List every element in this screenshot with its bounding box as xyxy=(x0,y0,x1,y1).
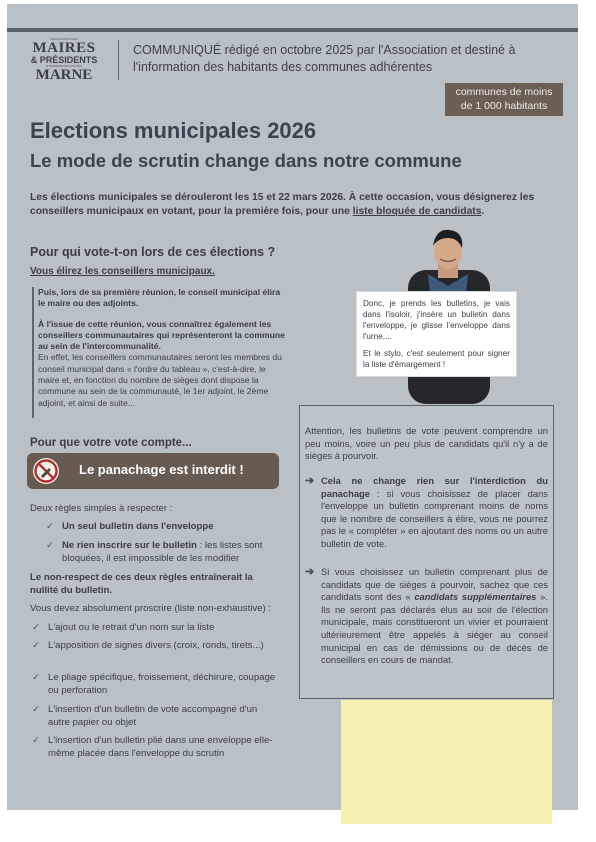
intro-paragraph xyxy=(30,191,550,219)
header-divider xyxy=(118,40,119,80)
proscribe-item xyxy=(32,704,280,730)
check-icon: ✓ xyxy=(32,622,41,633)
council-explanation xyxy=(32,287,286,418)
logo-marne: MARNE xyxy=(35,67,93,83)
panachage-banner xyxy=(27,453,279,489)
panachage-banner-text: Le panachage est interdit ! xyxy=(79,462,244,477)
rightbox-point-2-text-1: Si vous choisissez un bulletin comprenant plus de candidats que de sièges à pourvoir, sachez que ces candidats sont des « xyxy=(321,566,548,603)
rule-2-text: : les listes sont bloquées, il est impossible de les modifier xyxy=(62,540,263,564)
rule-1-text: Un seul bulletin dans l'enveloppe xyxy=(62,521,214,532)
proscribe-item xyxy=(32,735,280,761)
quote-paragraph-1: Puis, lors de sa première réunion, le conseil municipal élira le maire ou des adjoints. xyxy=(38,287,281,309)
bubble-paragraph-1: Donc, je prends les bulletins, je vais dans l'isoloir, j'insère un bulletin dans l'enveloppe, je glisse l'enveloppe dans l'urne,... xyxy=(363,299,510,341)
no-pen-icon xyxy=(33,458,59,484)
association-logo xyxy=(30,38,98,83)
proscribe-item xyxy=(32,622,280,635)
logo-presidents: & PRÉSIDENTS xyxy=(30,55,98,65)
logo-maires: MAIRES xyxy=(32,40,96,56)
bubble-paragraph-2: Et le stylo, c'est seulement pour signer la liste d'émargement ! xyxy=(363,349,510,369)
proscribe-item-text: Le pliage spécifique, froissement, déchirure, coupage ou perforation xyxy=(48,672,276,696)
arrow-icon: ➔ xyxy=(305,566,315,578)
rightbox-intro: Attention, les bulletins de vote peuvent comprendre un peu moins, voire un peu plus de candidats qu'il n'y a de sièges à pourvoir. xyxy=(305,425,548,462)
header-rule xyxy=(7,28,578,32)
voter-speech-bubble xyxy=(357,292,516,376)
intro-text: Les élections municipales se dérouleront les 15 et 22 mars 2026. À cette occasion, vous désignerez les conseillers municipaux en votant, pour la première fois, pour une xyxy=(30,192,535,217)
proscribe-item xyxy=(32,672,280,698)
badge-line-2: de 1 000 habitants xyxy=(460,100,548,112)
quote-paragraph-2-bold: À l'issue de cette réunion, vous connaîtrez également les conseillers communautaires qui représenteront la commune au sein de l'intercommunalité. xyxy=(38,318,285,352)
proscribe-intro: Vous devez absolument proscrire (liste non-exhaustive) : xyxy=(30,603,272,614)
check-icon: ✓ xyxy=(32,704,41,715)
rule-2 xyxy=(46,540,277,566)
rightbox-point-2-text-2: ». Ils ne seront pas déclarés élus au soir de l'élection municipale, mais constitueront un vivier et pourraient ultérieurement être appelés à siéger au conseil municipal en cas de démissions ou de décès de conseillers en cours de mandat. xyxy=(321,591,548,666)
check-icon: ✓ xyxy=(46,540,55,551)
section-subheading-who: Vous élirez les conseillers municipaux. xyxy=(30,266,215,277)
rightbox-point-2 xyxy=(321,566,548,667)
rightbox-point-1-text: : si vous choisissez de placer dans l'enveloppe un bulletin comprenant moins de noms que le nombre de conseillers à élire, vous ne pourrez pas le « compléter » en ajoutant des noms ou un autre bulletin de vote. xyxy=(321,487,548,549)
proscribe-item-text: L'ajout ou le retrait d'un nom sur la liste xyxy=(48,622,215,633)
communique-text: COMMUNIQUÉ rédigé en octobre 2025 par l'Association et destiné à l'information des habitants des communes adhérentes xyxy=(133,43,516,74)
logo-tiny-text: ASSOCIATION DES xyxy=(50,37,78,41)
page-subtitle: Le mode de scrutin change dans notre commune xyxy=(30,150,462,171)
intro-end: . xyxy=(481,206,485,217)
rule-2-bold: Ne rien inscrire sur le bulletin xyxy=(62,540,197,551)
check-icon: ✓ xyxy=(32,640,41,651)
rightbox-point-2-italic: candidats supplémentaires xyxy=(414,591,537,603)
section-heading-who: Pour qui vote-t-on lors de ces élections ? xyxy=(30,245,276,259)
population-badge xyxy=(445,83,563,116)
proscribe-item xyxy=(32,640,280,653)
check-icon: ✓ xyxy=(32,672,41,683)
check-icon: ✓ xyxy=(32,735,41,746)
rightbox-point-1 xyxy=(321,475,548,551)
sticky-note xyxy=(341,700,552,824)
section-heading-vote: Pour que votre vote compte... xyxy=(30,437,192,449)
rules-intro: Deux règles simples à respecter : xyxy=(30,503,173,514)
logo-tiny-text-2: D'INTERCOMMUNALITÉS xyxy=(46,64,82,68)
proscribe-item-text: L'insertion d'un bulletin de vote accompagné d'un autre papier ou objet xyxy=(48,704,258,728)
quote-paragraph-2-text: En effet, les conseillers communautaires seront les membres du conseil municipal dans « l'ordre du tableau », c'est-à-dire, le maire et, en fonction du nombre de sièges dont dispose la commune au sein de la communauté, le 1er adjoint, le 2ème adjoint, et ainsi de suite... xyxy=(38,352,282,408)
badge-line-1: communes de moins xyxy=(455,86,553,98)
check-icon: ✓ xyxy=(46,521,55,532)
proscribe-item-text: L'insertion d'un bulletin plié dans une enveloppe elle-même placée dans l'enveloppe du scrutin xyxy=(48,735,273,759)
intro-link-text: liste bloquée de candidats xyxy=(352,206,482,217)
nullity-warning: Le non-respect de ces deux règles entraînerait la nullité du bulletin. xyxy=(30,572,253,596)
proscribe-item-text: L'apposition de signes divers (croix, ronds, tirets...) xyxy=(48,640,264,651)
page-title: Elections municipales 2026 xyxy=(30,118,317,143)
rule-1 xyxy=(46,521,277,534)
rightbox-point-1-bold: Cela ne change rien sur l'interdiction du panachage xyxy=(321,475,548,499)
arrow-icon: ➔ xyxy=(305,475,315,487)
